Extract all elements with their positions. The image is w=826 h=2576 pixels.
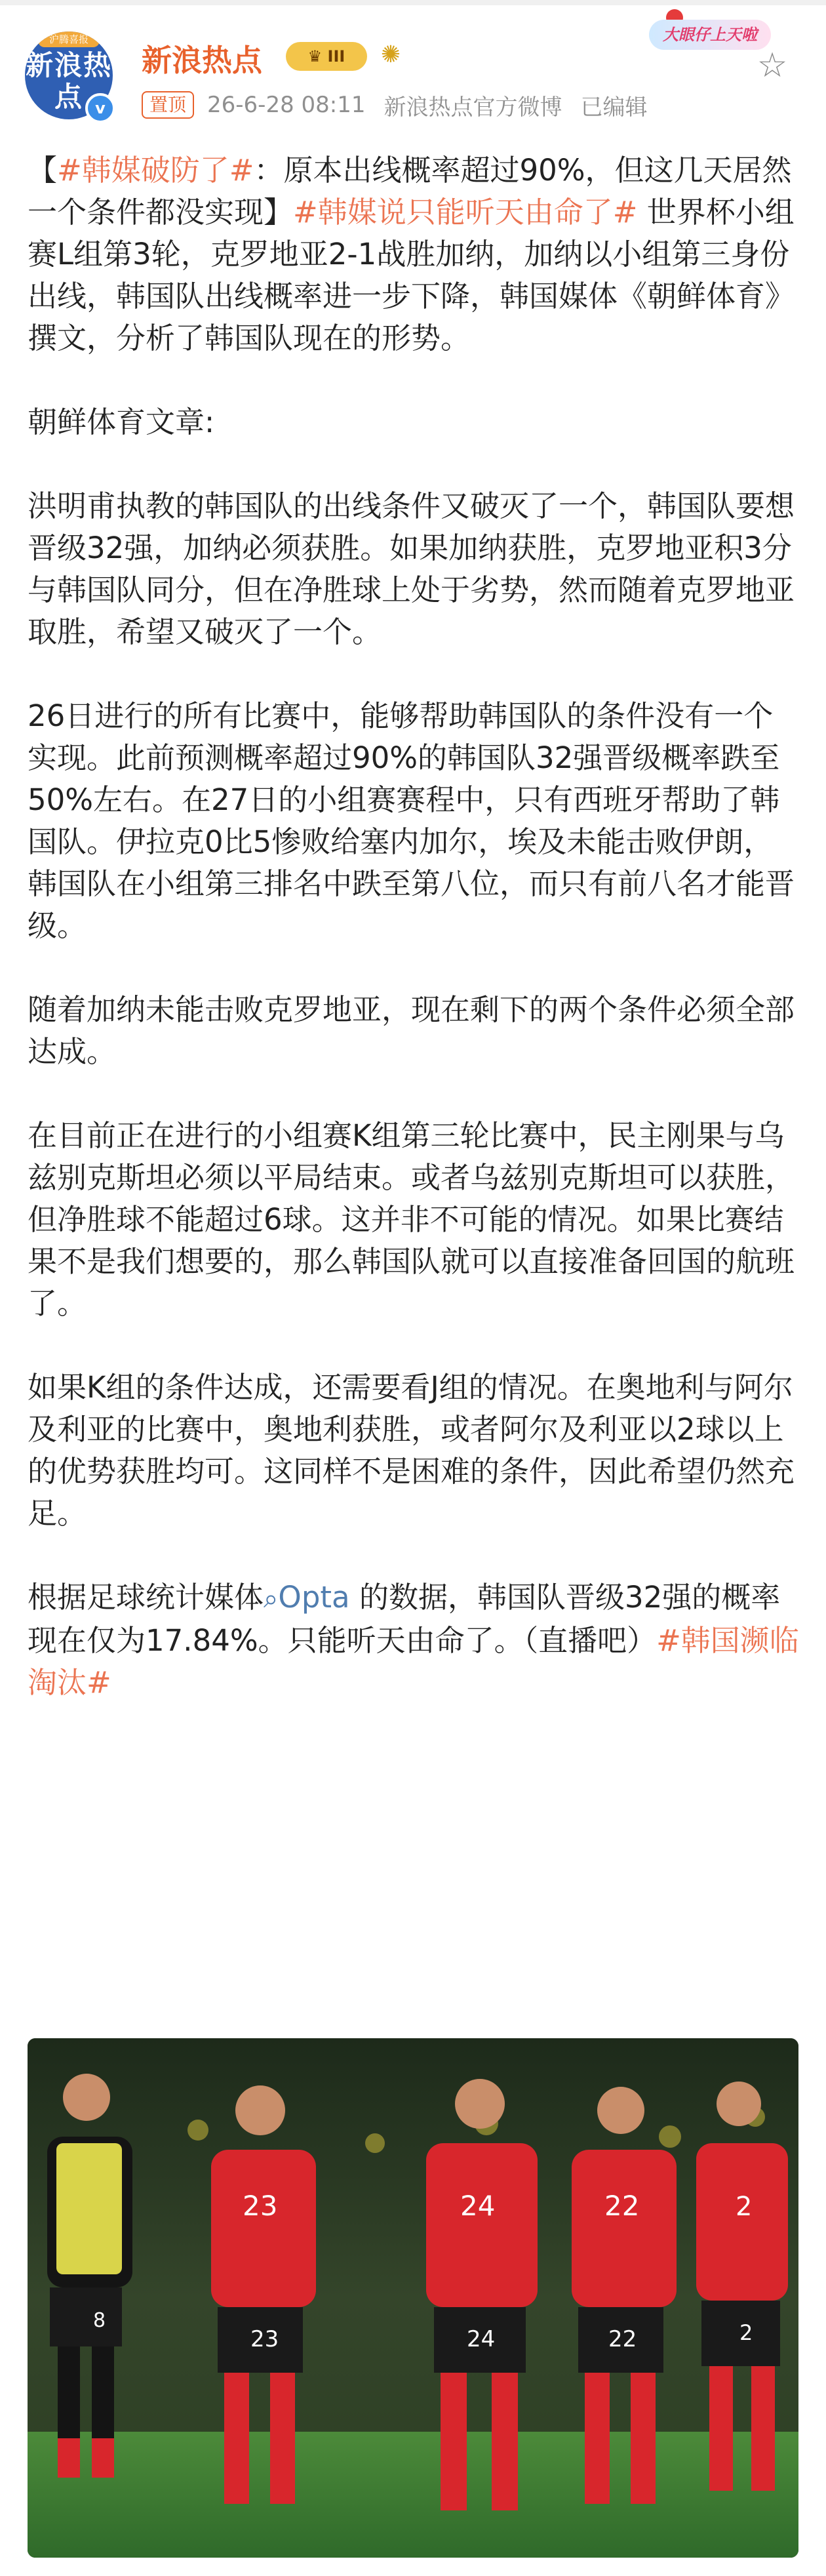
post-meta bbox=[142, 88, 648, 122]
post-source[interactable]: 新浪热点官方微博 bbox=[384, 94, 562, 121]
top-divider bbox=[0, 0, 826, 5]
crown-icon: ♛ bbox=[307, 47, 328, 66]
post-body bbox=[28, 150, 801, 1704]
avatar-text: 新浪热点 bbox=[25, 49, 112, 113]
players-photo bbox=[28, 2038, 798, 2558]
paragraph: 朝鲜体育文章: bbox=[28, 405, 215, 439]
user-name[interactable]: 新浪热点 bbox=[142, 43, 262, 78]
post-photo[interactable] bbox=[28, 2038, 798, 2558]
post-title-text: ：原本出线概率超过90%，但这几天居然一个条件都没实现 bbox=[28, 153, 792, 230]
post-intro: 【#韩媒破防了#：原本出线概率超过90%，但这几天居然一个条件都没实现】#韩媒说只能听天由命了# 世界杯小组赛L组第3轮，克罗地亚2-1战胜加纳，加纳以小组第三身份出线，韩国队出线概率进一步下降，韩国媒体《朝鲜体育》撰文，分析了韩国队现在的形势。 bbox=[28, 153, 795, 355]
sun-medal-icon[interactable]: ✺ bbox=[380, 41, 401, 68]
pinned-badge: 置顶 bbox=[142, 91, 194, 119]
level-badge[interactable] bbox=[286, 42, 367, 71]
avatar-banner: 沪腾喜报 bbox=[38, 31, 100, 47]
jersey-number: 24 bbox=[460, 2190, 496, 2222]
verified-icon: v bbox=[85, 93, 115, 123]
jersey-number: 23 bbox=[243, 2190, 278, 2222]
opta-link[interactable]: Opta bbox=[278, 1580, 350, 1615]
hashtag-link[interactable]: #韩媒破防了# bbox=[57, 153, 254, 188]
paragraph-text: 的数据，韩国队晋级32强的概率现在仅为17.84%。只能听天由命了。（直播吧） bbox=[28, 1580, 781, 1658]
jersey-number: 8 bbox=[93, 2309, 106, 2332]
paragraph-text: 根据足球统计媒体 bbox=[28, 1580, 264, 1615]
decor-tag-label: 大眼仔上天啦 bbox=[649, 20, 771, 50]
edited-label[interactable]: 已编辑 bbox=[580, 94, 648, 121]
jersey-number: 22 bbox=[608, 2326, 637, 2352]
decor-tag[interactable] bbox=[649, 9, 774, 51]
paragraph: 26日进行的所有比赛中，能够帮助韩国队的条件没有一个实现。此前预测概率超过90%的韩国队32强晋级概率跌至50%左右。在27日的小组赛赛程中，只有西班牙帮助了韩国队。伊拉克0比5惨败给塞内加尔，埃及未能击败伊朗，韩国队在小组第三排名中跌至第八位，而只有前八名才能晋级。 bbox=[28, 698, 795, 943]
level-badge-label: III bbox=[327, 47, 345, 66]
jersey-number: 22 bbox=[604, 2190, 640, 2222]
paragraph: 在目前正在进行的小组赛K组第三轮比赛中，民主刚果与乌兹别克斯坦必须以平局结束。或者乌兹别克斯坦可以获胜，但净胜球不能超过6球。这并非不可能的情况。如果比赛结果不是我们想要的，那么韩国队就可以直接准备回国的航班了。 bbox=[28, 1118, 795, 1321]
search-icon: ⌕ bbox=[264, 1584, 279, 1614]
hashtag-link[interactable]: #韩国濒临淘汰# bbox=[28, 1623, 799, 1700]
paragraph: 如果K组的条件达成，还需要看J组的情况。在奥地利与阿尔及利亚的比赛中，奥地利获胜，或者阿尔及利亚以2球以上的优势获胜均可。这同样不是困难的条件，因此希望仍然充足。 bbox=[28, 1370, 795, 1531]
jersey-number: 2 bbox=[739, 2320, 753, 2345]
paragraph: 随着加纳未能击败克罗地亚，现在剩下的两个条件必须全部达成。 bbox=[28, 992, 795, 1069]
post-time: 26-6-28 08:11 bbox=[207, 92, 366, 118]
jersey-number: 24 bbox=[467, 2326, 496, 2352]
star-icon[interactable]: ☆ bbox=[757, 46, 788, 85]
paragraph: 洪明甫执教的韩国队的出线条件又破灭了一个，韩国队要想晋级32强，加纳必须获胜。如果加纳获胜，克罗地亚积3分与韩国队同分，但在净胜球上处于劣势，然而随着克罗地亚取胜，希望又破灭了一个。 bbox=[28, 489, 795, 649]
hashtag-link[interactable]: #韩媒说只能听天由命了# bbox=[293, 195, 638, 230]
post-intro-text: 世界杯小组赛L组第3轮，克罗地亚2-1战胜加纳，加纳以小组第三身份出线，韩国队出线概率进一步下降，韩国媒体《朝鲜体育》撰文，分析了韩国队现在的形势。 bbox=[28, 195, 795, 355]
jersey-number: 23 bbox=[250, 2326, 279, 2352]
jersey-number: 2 bbox=[736, 2192, 753, 2222]
paragraph bbox=[28, 1577, 801, 1704]
